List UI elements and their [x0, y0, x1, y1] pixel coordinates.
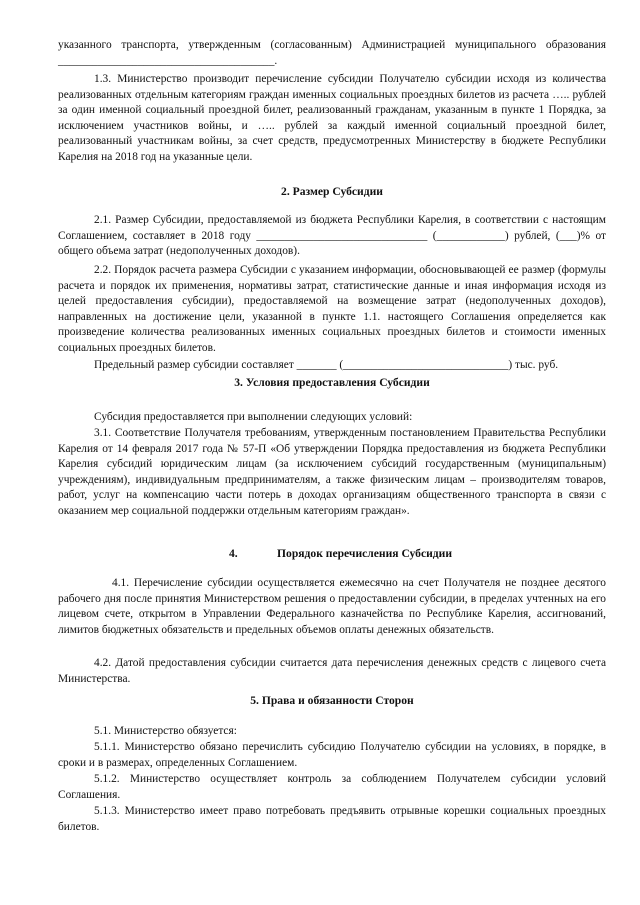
paragraph-3-1: 3.1. Соответствие Получателя требованиям, утвержденным постановлением Правительства Республики Карелия от 14 февраля 2017 года № 57-П «Об утверждении Порядка предоставления из бюджета Республики Карелия субсидий юридическим лицам (за исключением субсидий государственным (муниципальным) учреждениям), индивидуальным предпринимателям, а также физическим лицам – производителям товаров, работ, услуг на компенсацию части потерь в доходах организациям общественного транспорта в связи с оказанием мер социальной поддержки отдельным категориям граждан».: [58, 427, 606, 517]
section-heading-4-number: 4.: [229, 547, 238, 560]
paragraph-1-3: 1.3. Министерство производит перечисление субсидии Получателю субсидии исходя из количества реализованных отдельным категориям граждан именных социальных проездных билетов из расчета ….. рублей за один именной социальный проездной билет, реализованный гражданам, указанным в пункте 1 Порядка, за исключением участников войны, и ….. рублей за каждый именной социальный проездной билет, реализованный участникам войны, за счет средств, предусмотренных Министерству в бюджете Республики Карелия на 2018 год на указанные цели.: [58, 73, 606, 163]
section-heading-4: Порядок перечисления Субсидии: [277, 547, 453, 560]
paragraph-transport-continuation: указанного транспорта, утвержденным (согласованным) Администрацией муниципального образования ______________________________________.: [58, 39, 606, 67]
paragraph-2-1: 2.1. Размер Субсидии, предоставляемой из бюджета Республики Карелия, в соответствии с настоящим Соглашением, составляет в 2018 году ______________________________ (____________) рублей, (___)% от общего объема затрат (недополученных доходов).: [58, 214, 606, 258]
section-heading-5: 5. Права и обязанности Сторон: [250, 694, 414, 707]
paragraph-2-2: 2.2. Порядок расчета размера Субсидии с указанием информации, обосновывающей ее размер (формулы расчета и порядок их применения, нормативы затрат, статистические данные и иная информация исходя из целей предоставления субсидии), предоставляемой на возмещение затрат (недополученных доходов), направленных на достижение цели, указанной в пункте 1.1. настоящего Соглашения определяется как произведение количества реализованных именных социальных проездных билетов и стоимости именных социальных проездных билетов.: [58, 264, 606, 354]
paragraph-5-1: 5.1. Министерство обязуется:: [94, 725, 237, 737]
paragraph-3-intro: Субсидия предоставляется при выполнении следующих условий:: [94, 411, 413, 423]
paragraph-5-1-3: 5.1.3. Министерство имеет право потребовать предъявить отрывные корешки социальных проездных билетов.: [58, 805, 606, 833]
paragraph-4-1: 4.1. Перечисление субсидии осуществляется ежемесячно на счет Получателя не позднее десятого рабочего дня после принятия Министерством решения о предоставлении субсидии, в пределах учтенных на его лицевом счете, открытом в Управлении Федерального казначейства по Республике Карелия, ассигнований, лимитов бюджетных обязательств и предельных объемов оплаты денежных обязательств.: [58, 577, 606, 636]
section-heading-2: 2. Размер Субсидии: [281, 185, 383, 198]
paragraph-max-subsidy: Предельный размер субсидии составляет _______ (_____________________________) тыс. руб.: [94, 359, 559, 371]
paragraph-4-2: 4.2. Датой предоставления субсидии считается дата перечисления денежных средств с лицевого счета Министерства.: [58, 657, 606, 685]
paragraph-5-1-2: 5.1.2. Министерство осуществляет контроль за соблюдением Получателем субсидии условий Соглашения.: [58, 773, 606, 801]
section-heading-3: 3. Условия предоставления Субсидии: [234, 376, 430, 389]
paragraph-5-1-1: 5.1.1. Министерство обязано перечислить субсидию Получателю субсидии на условиях, в порядке, в сроки и в размерах, определенных Соглашением.: [58, 741, 606, 769]
